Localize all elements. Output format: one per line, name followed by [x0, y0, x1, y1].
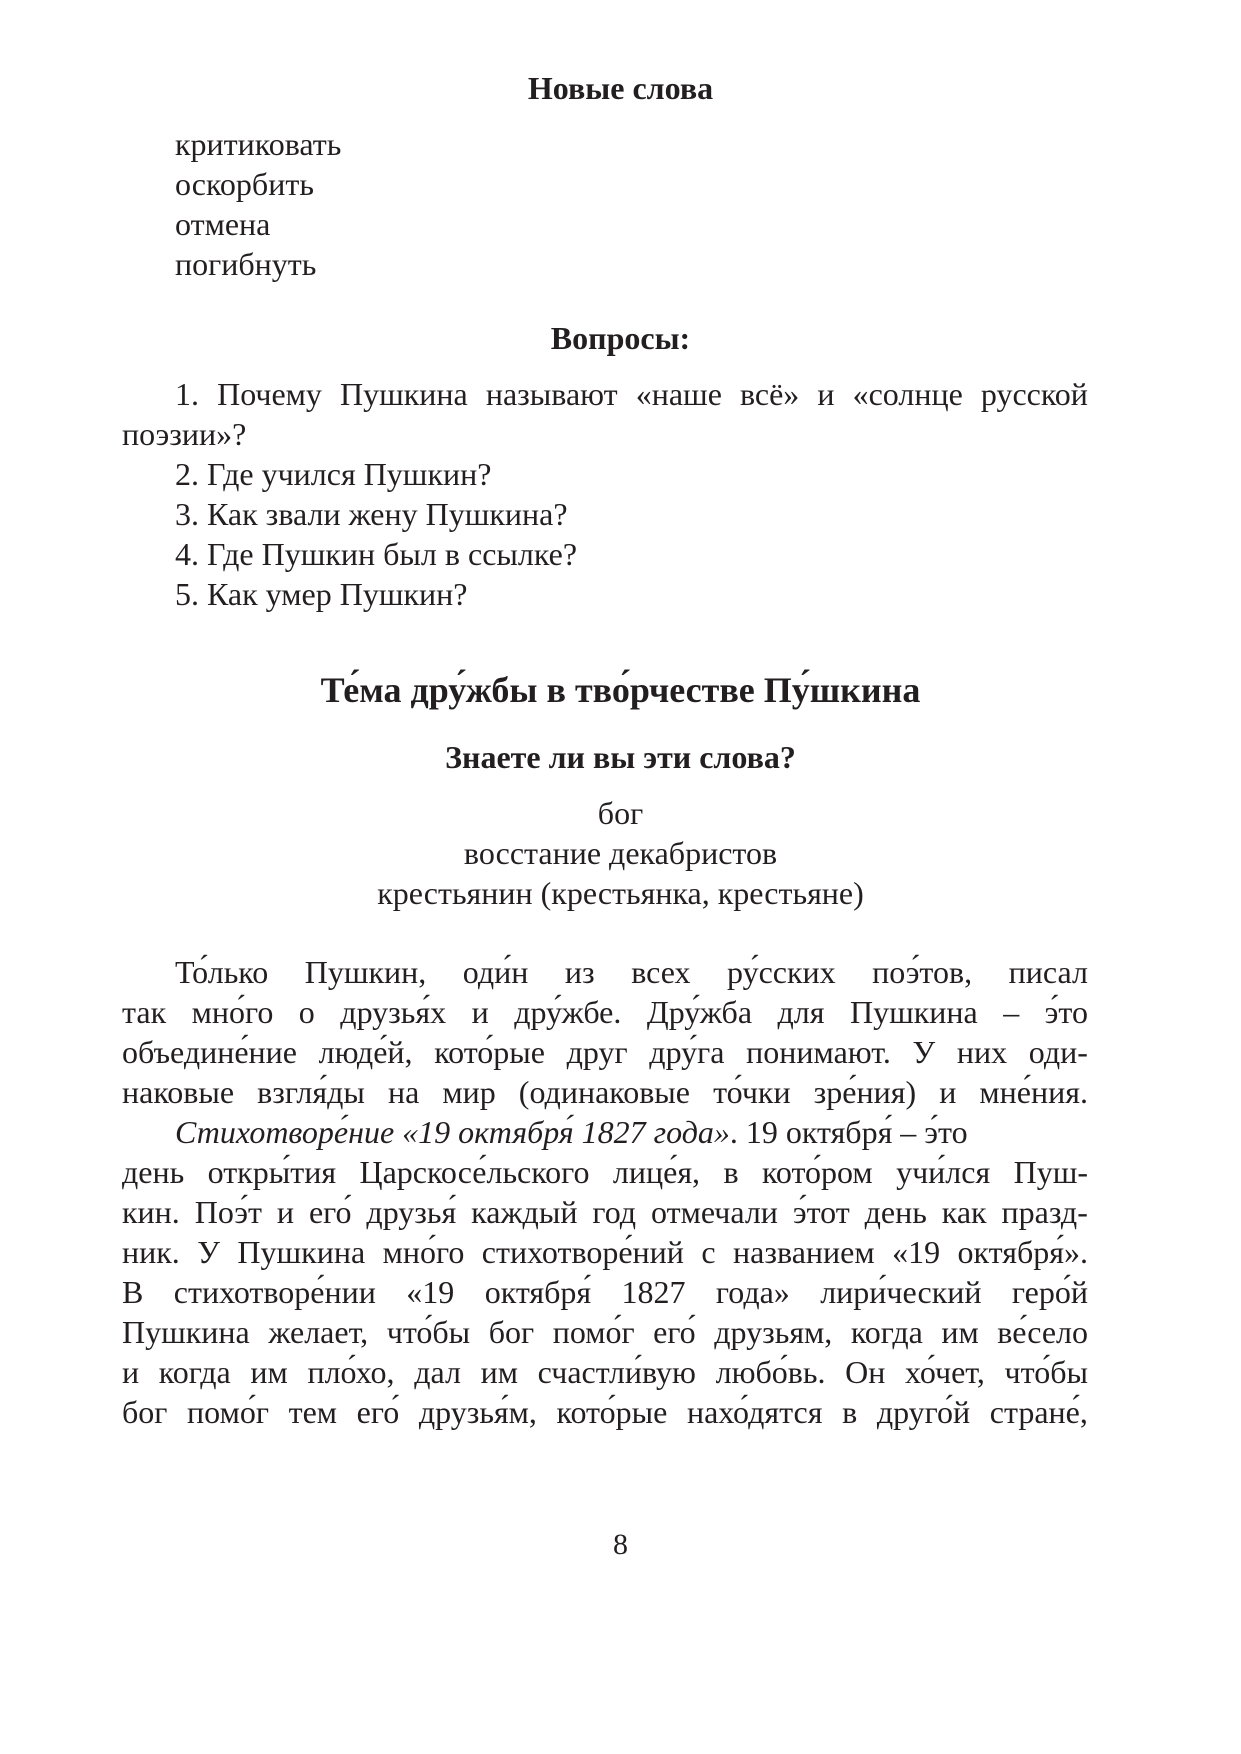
word: дру́жбе.	[514, 994, 622, 1030]
word: кото́рые	[556, 1394, 668, 1430]
section-word: восстание декабристов	[463, 835, 778, 871]
word: на	[387, 1074, 420, 1110]
word: У	[197, 1234, 220, 1270]
paragraph-1-text	[122, 1032, 1088, 1072]
word: мно́го	[191, 994, 274, 1030]
paragraph-2-text	[122, 1232, 1088, 1272]
paragraph-2-text	[122, 1352, 1088, 1392]
word: называют	[485, 376, 618, 412]
word: Пуш-	[1013, 1154, 1088, 1190]
paragraph-2-text	[122, 1312, 1088, 1352]
word: бог	[122, 1394, 168, 1430]
word: помо́г	[187, 1394, 269, 1430]
word: так	[122, 994, 167, 1030]
question-5: 5. Как умер Пушкин?	[175, 576, 468, 612]
word: им	[480, 1354, 518, 1390]
word: люде́й,	[318, 1034, 413, 1070]
paragraph-2-text	[122, 1192, 1088, 1232]
word: поэ́тов,	[872, 954, 973, 990]
word: дру́га	[649, 1034, 725, 1070]
word: Пушкина	[237, 1234, 366, 1270]
paragraph-2-line	[122, 1152, 1088, 1192]
paragraph-2-line	[122, 1312, 1088, 1352]
paragraph-2-line	[122, 1392, 1088, 1432]
word: и	[276, 1194, 295, 1230]
word: Пушкин,	[304, 954, 427, 990]
word: –	[1003, 994, 1020, 1030]
section-subtitle: Знаете ли вы эти слова?	[445, 739, 796, 775]
word: оди́н	[462, 954, 529, 990]
word: стихотворе́ний	[481, 1234, 684, 1270]
word: То́лько	[175, 954, 269, 990]
poem-title-italic: Стихотворе́ние «19 октября́ 1827 года»	[175, 1114, 730, 1150]
vocab-item: отмена	[175, 206, 271, 242]
word: У	[912, 1034, 936, 1070]
word: год	[592, 1194, 637, 1230]
word: э́тот	[792, 1194, 850, 1230]
paragraph-2-text	[122, 1272, 1088, 1312]
word: ру́сских	[727, 954, 836, 990]
word: Пушкина	[122, 1314, 250, 1350]
word: лице́я,	[612, 1154, 701, 1190]
word: его́	[356, 1394, 400, 1430]
question-1-line-1	[175, 374, 1088, 414]
word: Почему	[217, 376, 322, 412]
question-1-text	[175, 374, 1088, 414]
word: дал	[414, 1354, 461, 1390]
word: лири́ческий	[820, 1274, 982, 1310]
word: кото́рые	[434, 1034, 545, 1070]
word: в	[723, 1154, 739, 1190]
questions-heading: Вопросы:	[550, 320, 691, 356]
word: Царскосе́льского	[359, 1154, 590, 1190]
paragraph-2-line	[122, 1352, 1088, 1392]
word: им	[941, 1314, 979, 1350]
section-word: бог	[597, 795, 644, 831]
word: что́бы	[386, 1314, 471, 1350]
paragraph-2-first-line	[175, 1112, 1088, 1152]
word: бог	[488, 1314, 535, 1350]
word: празд-	[1001, 1194, 1088, 1230]
word: кото́ром	[761, 1154, 873, 1190]
word: мне́ния.	[979, 1074, 1088, 1110]
paragraph-1-text	[122, 1072, 1088, 1112]
word: русской	[980, 376, 1088, 412]
vocab-item: погибнуть	[175, 246, 317, 282]
word: когда	[850, 1314, 923, 1350]
word: всех	[631, 954, 691, 990]
section-title: Те́ма дру́жбы в тво́рчестве Пу́шкина	[320, 670, 921, 710]
page-number: 8	[613, 1528, 628, 1561]
paragraph-1-text	[175, 952, 1088, 992]
word: взгля́ды	[257, 1074, 365, 1110]
new-words-heading: Новые слова	[527, 70, 714, 106]
word: Дру́жба	[646, 994, 753, 1030]
word: друзьям,	[714, 1314, 833, 1350]
paragraph-1-line	[122, 1032, 1088, 1072]
word: счастли́вую	[537, 1354, 696, 1390]
word: в	[842, 1394, 858, 1430]
word: каждый	[471, 1194, 578, 1230]
paragraph-2-line	[122, 1232, 1088, 1272]
word: понимают.	[746, 1034, 891, 1070]
word: мир	[442, 1074, 496, 1110]
word: пло́хо,	[307, 1354, 395, 1390]
word: любо́вь.	[715, 1354, 826, 1390]
word: из	[564, 954, 595, 990]
question-3: 3. Как звали жену Пушкина?	[175, 496, 568, 532]
word: желает,	[268, 1314, 369, 1350]
word: тем	[288, 1394, 338, 1430]
word: октября́	[484, 1274, 592, 1310]
vocab-item: оскорбить	[175, 166, 314, 202]
word: день	[864, 1194, 927, 1230]
word: ве́село	[997, 1314, 1088, 1350]
word: мно́го	[382, 1234, 465, 1270]
word: ник.	[122, 1234, 180, 1270]
word: (одинаковые	[518, 1074, 690, 1110]
word: В	[122, 1274, 144, 1310]
word: друг	[566, 1034, 628, 1070]
word: «солнце	[852, 376, 963, 412]
word: 1.	[175, 376, 199, 412]
word: как	[941, 1194, 987, 1230]
word: оди-	[1028, 1034, 1088, 1070]
word: писал	[1008, 954, 1088, 990]
paragraph-2-first-line-rest: . 19 октября́ – э́то	[729, 1114, 968, 1150]
word: о	[298, 994, 315, 1030]
word: и	[122, 1354, 140, 1390]
word: его́	[653, 1314, 696, 1350]
paragraph-1-line	[122, 992, 1088, 1032]
word: всё»	[739, 376, 800, 412]
paragraph-2-text	[122, 1392, 1088, 1432]
word: день	[122, 1154, 185, 1190]
word: наковые	[122, 1074, 235, 1110]
paragraph-2-line	[122, 1192, 1088, 1232]
word: зре́ния)	[813, 1074, 917, 1110]
word: хо́чет,	[905, 1354, 985, 1390]
word: октября́».	[957, 1234, 1088, 1270]
word: названием	[733, 1234, 875, 1270]
word: откры́тия	[207, 1154, 337, 1190]
word: них	[956, 1034, 1008, 1070]
word: им	[250, 1354, 288, 1390]
word: что́бы	[1004, 1354, 1088, 1390]
word: стране́,	[989, 1394, 1088, 1430]
section-word: крестьянин (крестьянка, крестьяне)	[377, 875, 864, 911]
word: когда	[158, 1354, 231, 1390]
word: то́чки	[713, 1074, 791, 1110]
word: его́	[308, 1194, 352, 1230]
word: э́то	[1044, 994, 1088, 1030]
word: друзья́	[366, 1194, 457, 1230]
word: учи́лся	[896, 1154, 991, 1190]
paragraph-1-line	[175, 952, 1088, 992]
paragraph-2-text	[122, 1152, 1088, 1192]
word: друзья́х	[340, 994, 447, 1030]
word: и	[817, 376, 835, 412]
paragraph-1-line	[122, 1072, 1088, 1112]
word: года»	[715, 1274, 790, 1310]
question-4: 4. Где Пушкин был в ссылке?	[175, 536, 578, 572]
word: и	[471, 994, 489, 1030]
word: 1827	[621, 1274, 686, 1310]
word: Пушкина	[339, 376, 468, 412]
question-2: 2. Где учился Пушкин?	[175, 456, 492, 492]
word: нахо́дятся	[686, 1394, 823, 1430]
word: кин.	[122, 1194, 180, 1230]
word: отмечали	[651, 1194, 778, 1230]
word: «19	[406, 1274, 455, 1310]
word: объедине́ние	[122, 1034, 297, 1070]
paragraph-2-line	[122, 1272, 1088, 1312]
word: «наше	[635, 376, 722, 412]
word: Он	[845, 1354, 886, 1390]
word: и	[939, 1074, 957, 1110]
word: для	[777, 994, 825, 1030]
paragraph-1-text	[122, 992, 1088, 1032]
word: с	[701, 1234, 716, 1270]
word: «19	[892, 1234, 941, 1270]
vocab-item: критиковать	[175, 126, 342, 162]
word: Поэ́т	[194, 1194, 262, 1230]
word: помо́г	[552, 1314, 635, 1350]
word: друго́й	[876, 1394, 971, 1430]
question-1-line-2: поэзии»?	[122, 416, 247, 452]
word: Пушкина	[849, 994, 978, 1030]
word: друзья́м,	[418, 1394, 537, 1430]
word: стихотворе́нии	[173, 1274, 376, 1310]
word: геро́й	[1011, 1274, 1088, 1310]
